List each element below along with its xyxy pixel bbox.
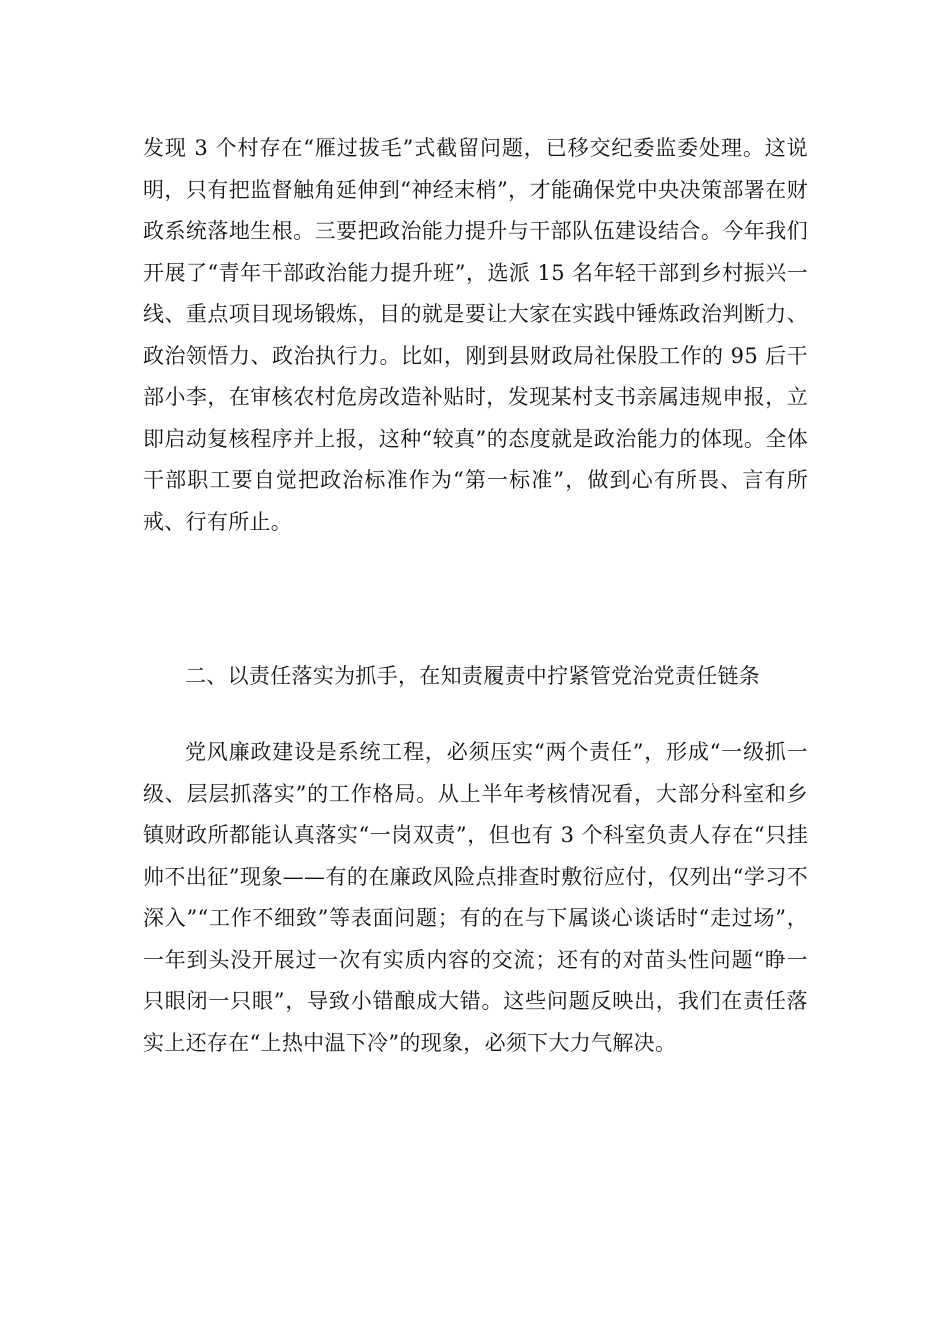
- section-heading: 二、以责任落实为抓手，在知责履责中拧紧管党治党责任链条: [185, 664, 761, 688]
- paragraph-political-ability: 发现 3 个村存在“雁过拔毛”式截留问题，已移交纪委监委处理。这说明，只有把监督触角延伸到“神经末梢”，才能确保党中央决策部署在财政系统落地生根。三要把政治能力提升与干部队伍建设结合。今年我们开展了“青年干部政治能力提升班”，选派 15 名年轻干部到乡村振兴一线、重点项目现场锻炼，目的就是要让大家在实践中锤炼政治判断力、政治领悟力、政治执行力。比如，刚到县财政局社保股工作的 95 后干部小李，在审核农村危房改造补贴时，发现某村支书亲属违规申报，立即启动复核程序并上报，这种“较真”的态度就是政治能力的体现。全体干部职工要自觉把政治标准作为“第一标准”，做到心有所畏、言有所戒、行有所止。: [143, 136, 808, 534]
- paragraph-responsibility: 党风廉政建设是系统工程，必须压实“两个责任”，形成“一级抓一级、层层抓落实”的工作格局。从上半年考核情况看，大部分科室和乡镇财政所都能认真落实“一岗双责”，但也有 3 个科室负责人存在“只挂帅不出征”现象——有的在廉政风险点排查时敷衍应付，仅列出“学习不深入”“工作不细致”等表面问题；有的在与下属谈心谈话时“走过场”，一年到头没开展过一次有实质内容的交流；还有的对苗头性问题“睁一只眼闭一只眼”，导致小错酿成大错。这些问题反映出，我们在责任落实上还存在“上热中温下冷”的现象，必须下大力气解决。: [143, 740, 808, 1055]
